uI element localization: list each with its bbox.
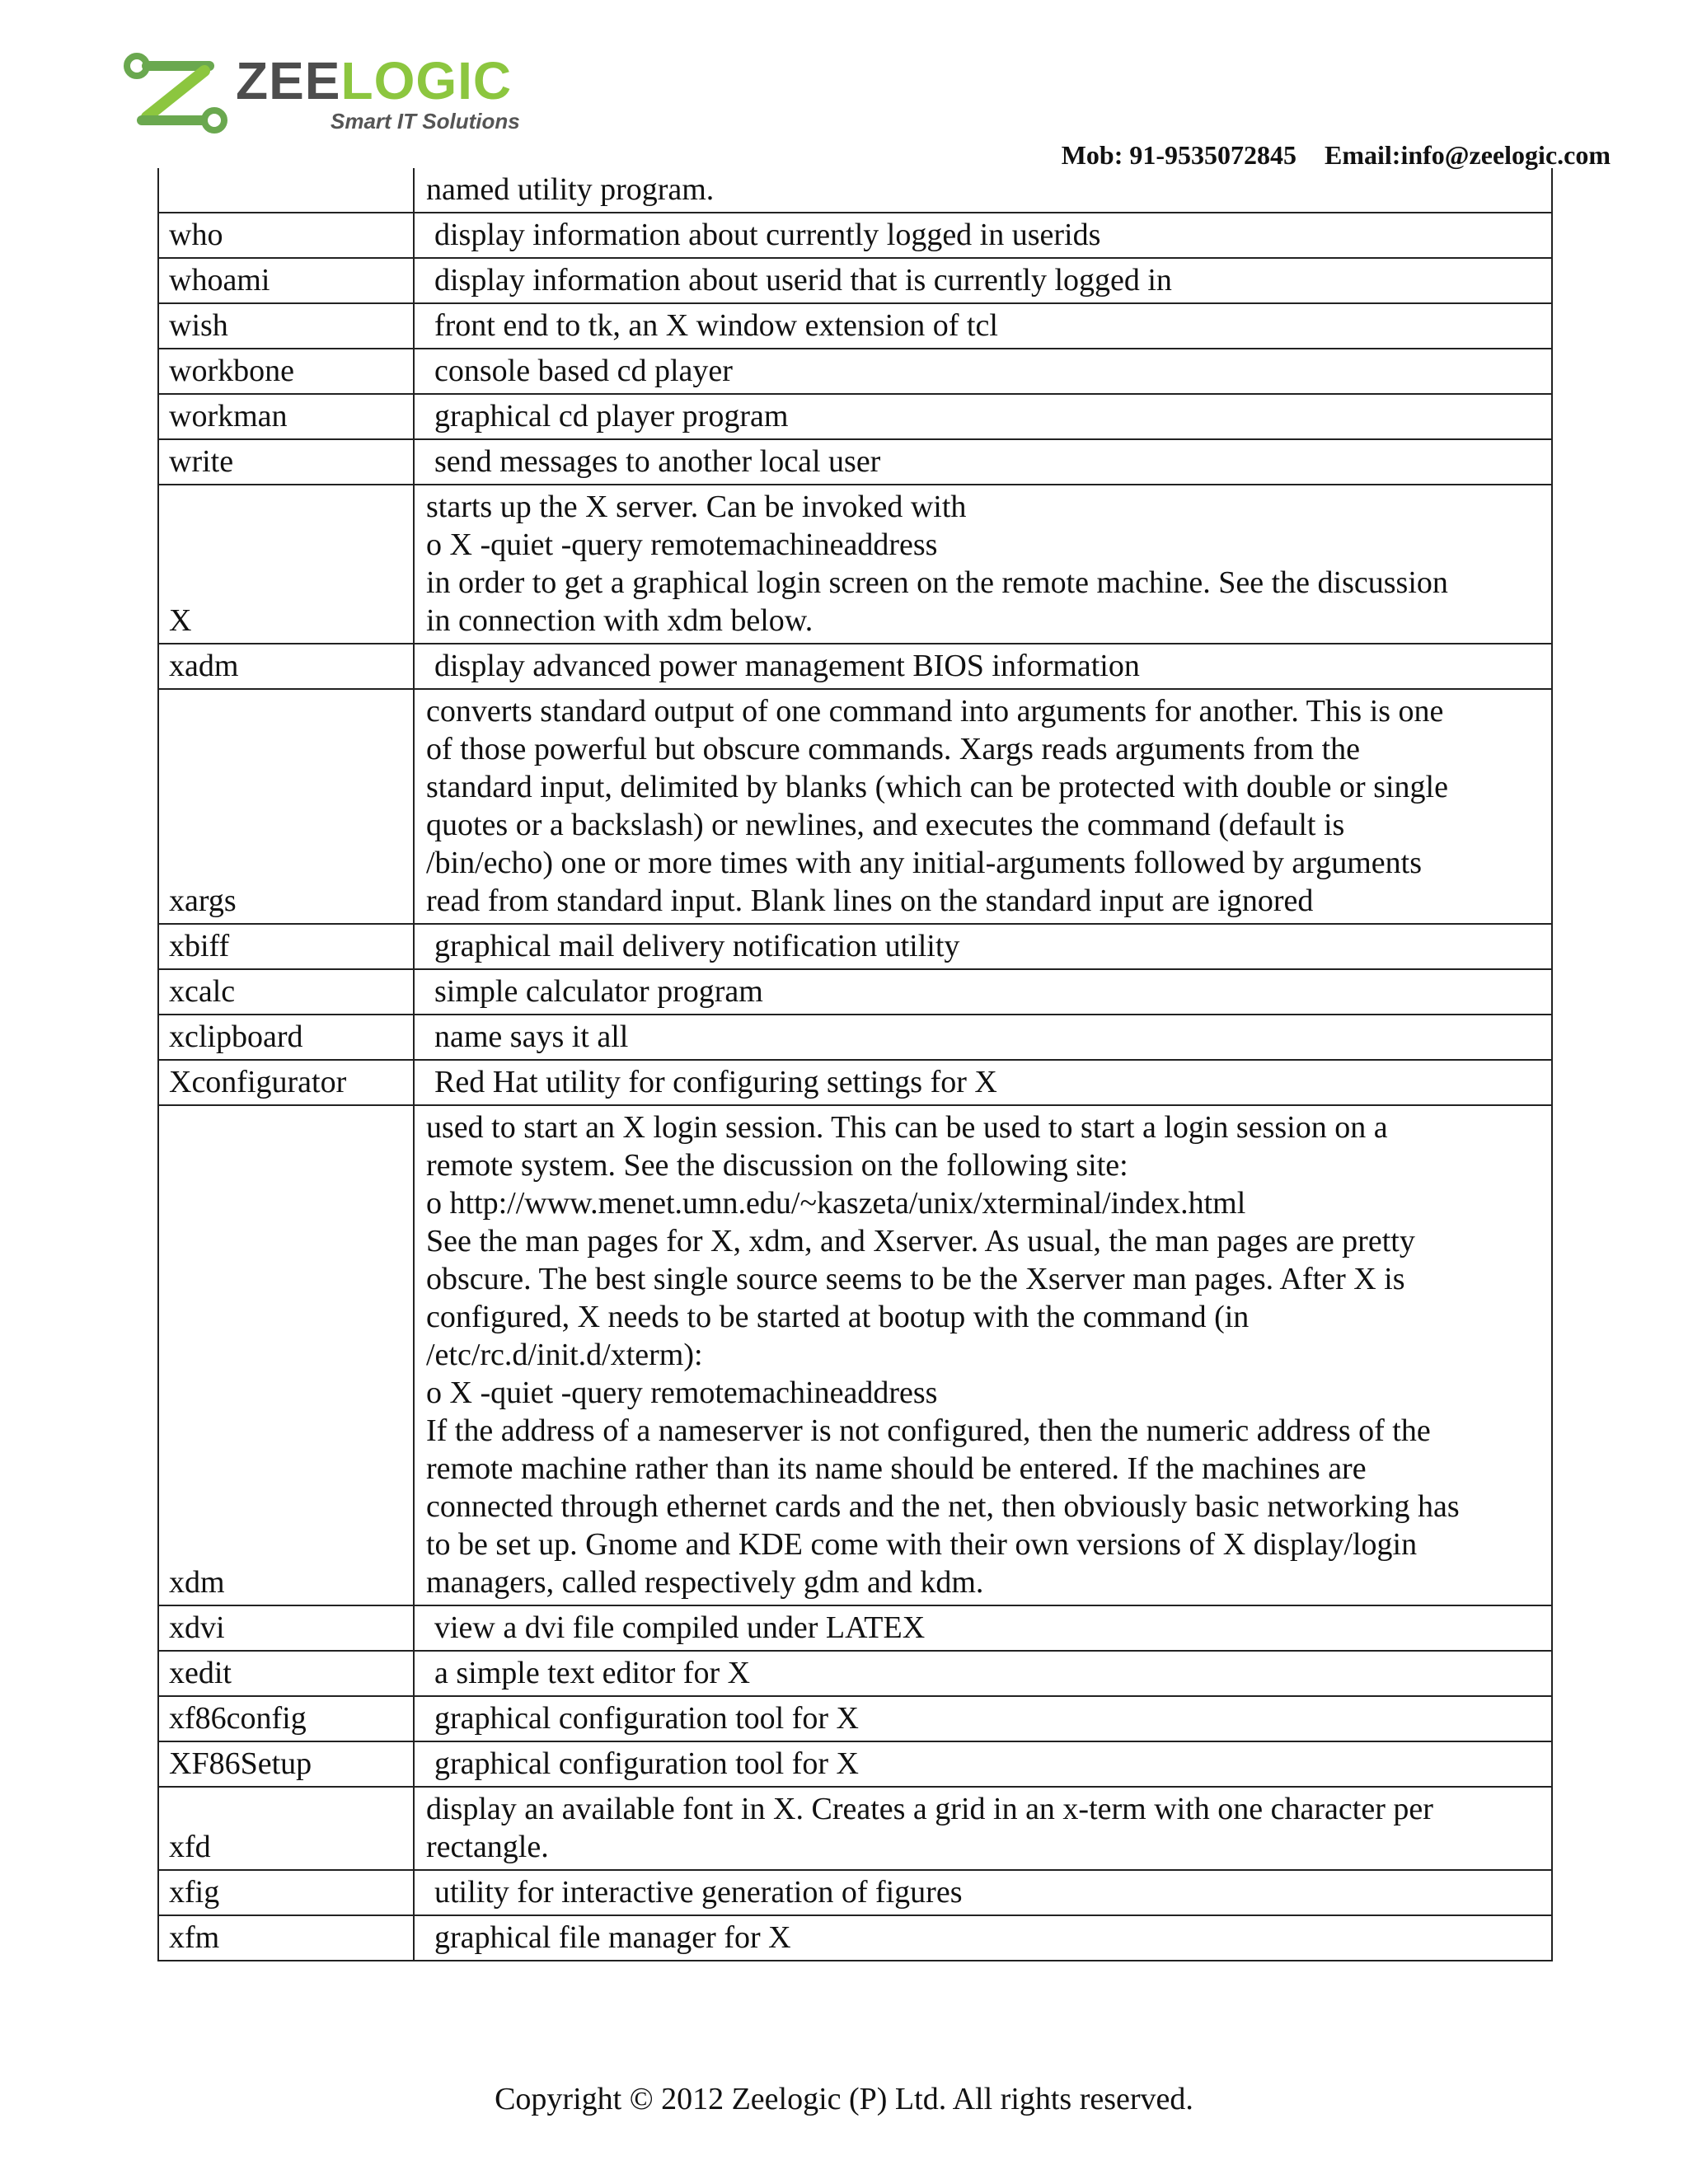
table-row xyxy=(158,303,1552,349)
table-row xyxy=(158,689,1552,924)
command-description xyxy=(414,439,1552,485)
description-line: of those powerful but obscure commands. Xargs reads arguments from the xyxy=(426,732,1361,766)
table-row xyxy=(158,1060,1552,1105)
command-description xyxy=(414,394,1552,439)
command-name: xfd xyxy=(158,1787,414,1870)
description-line: /bin/echo) one or more times with any initial-arguments followed by arguments xyxy=(426,846,1423,880)
command-name xyxy=(158,168,414,213)
commands-table xyxy=(157,168,1553,1961)
description-line: standard input, delimited by blanks (which can be protected with double or single xyxy=(426,770,1448,804)
logo-text-zee: ZEE xyxy=(236,51,341,110)
description-line: display an available font in X. Creates a grid in an x-term with one character per xyxy=(426,1792,1433,1826)
command-description xyxy=(414,644,1552,689)
command-name: xclipboard xyxy=(158,1015,414,1060)
description-line: graphical configuration tool for X xyxy=(434,1701,859,1736)
command-description xyxy=(414,168,1552,213)
description-line: a simple text editor for X xyxy=(434,1656,751,1690)
description-line: front end to tk, an X window extension of tcl xyxy=(434,308,998,343)
command-description xyxy=(414,1015,1552,1060)
description-line: send messages to another local user xyxy=(434,444,881,479)
command-name: workbone xyxy=(158,349,414,394)
table-row xyxy=(158,1105,1552,1605)
command-name: workman xyxy=(158,394,414,439)
command-description xyxy=(414,485,1552,644)
description-line: starts up the X server. Can be invoked with xyxy=(426,490,967,524)
command-description xyxy=(414,1741,1552,1787)
command-description xyxy=(414,213,1552,258)
description-line: If the address of a nameserver is not configured, then the numeric address of the xyxy=(426,1413,1431,1448)
table-row xyxy=(158,258,1552,303)
table-row xyxy=(158,1870,1552,1915)
description-line: o X -quiet -query remotemachineaddress xyxy=(426,527,938,562)
table-row xyxy=(158,1915,1552,1961)
description-line: rectangle. xyxy=(426,1830,549,1864)
command-name: xadm xyxy=(158,644,414,689)
svg-text:ZEELOGIC xyxy=(236,51,512,110)
description-line: in connection with xdm below. xyxy=(426,603,814,638)
command-name: xcalc xyxy=(158,969,414,1015)
description-line: graphical configuration tool for X xyxy=(434,1746,859,1781)
description-line: o X -quiet -query remotemachineaddress xyxy=(426,1376,938,1410)
command-name: whoami xyxy=(158,258,414,303)
table-row xyxy=(158,439,1552,485)
command-name: xedit xyxy=(158,1651,414,1696)
description-line: read from standard input. Blank lines on the standard input are ignored xyxy=(426,883,1314,918)
command-name: write xyxy=(158,439,414,485)
command-description xyxy=(414,1105,1552,1605)
description-line: o http://www.menet.umn.edu/~kaszeta/unix/xterminal/index.html xyxy=(426,1186,1246,1221)
logo-text-logic: LOGIC xyxy=(340,51,513,110)
logo-emblem-icon xyxy=(127,56,224,130)
command-description xyxy=(414,924,1552,969)
description-line: display advanced power management BIOS information xyxy=(434,649,1140,683)
email-address: Email:info@zeelogic.com xyxy=(1325,140,1611,170)
command-description xyxy=(414,1696,1552,1741)
table-row xyxy=(158,485,1552,644)
table-row xyxy=(158,213,1552,258)
description-line: used to start an X login session. This can be used to start a login session on a xyxy=(426,1110,1388,1145)
command-description xyxy=(414,1915,1552,1961)
command-name: xdm xyxy=(158,1105,414,1605)
command-name: xbiff xyxy=(158,924,414,969)
description-line: remote machine rather than its name should be entered. If the machines are xyxy=(426,1451,1367,1486)
table-row xyxy=(158,1741,1552,1787)
table-row xyxy=(158,969,1552,1015)
table-row xyxy=(158,1787,1552,1870)
command-name: Xconfigurator xyxy=(158,1060,414,1105)
table-row xyxy=(158,1696,1552,1741)
command-name: xdvi xyxy=(158,1605,414,1651)
table-row xyxy=(158,394,1552,439)
command-description xyxy=(414,689,1552,924)
description-line: graphical file manager for X xyxy=(434,1920,791,1955)
logo-tagline: Smart IT Solutions xyxy=(331,109,520,134)
description-line: in order to get a graphical login screen on the remote machine. See the discussion xyxy=(426,565,1448,600)
command-description xyxy=(414,258,1552,303)
description-line: quotes or a backslash) or newlines, and executes the command (default is xyxy=(426,808,1345,842)
description-line: /etc/rc.d/init.d/xterm): xyxy=(426,1338,703,1372)
contact-info xyxy=(1062,140,1611,171)
description-line: view a dvi file compiled under LATEX xyxy=(434,1610,926,1645)
description-line: simple calculator program xyxy=(434,974,763,1009)
description-line: obscure. The best single source seems to be the Xserver man pages. After X is xyxy=(426,1262,1405,1296)
description-line: graphical mail delivery notification utility xyxy=(434,929,960,963)
description-line: Red Hat utility for configuring settings for X xyxy=(434,1065,997,1099)
command-description xyxy=(414,1787,1552,1870)
table-row xyxy=(158,1605,1552,1651)
table-row xyxy=(158,168,1552,213)
description-line: console based cd player xyxy=(434,354,733,388)
command-name: xfig xyxy=(158,1870,414,1915)
table-row xyxy=(158,644,1552,689)
description-line: utility for interactive generation of figures xyxy=(434,1875,963,1910)
command-description xyxy=(414,1651,1552,1696)
command-name: who xyxy=(158,213,414,258)
command-description xyxy=(414,1870,1552,1915)
description-line: name says it all xyxy=(434,1019,629,1054)
command-name: XF86Setup xyxy=(158,1741,414,1787)
mobile-number: Mob: 91-9535072845 xyxy=(1061,140,1296,170)
description-line: See the man pages for X, xdm, and Xserver. As usual, the man pages are pretty xyxy=(426,1224,1415,1258)
command-description xyxy=(414,1060,1552,1105)
zeelogic-logo xyxy=(112,48,615,140)
copyright-footer: Copyright © 2012 Zeelogic (P) Ltd. All rights reserved. xyxy=(495,2082,1193,2116)
description-line: configured, X needs to be started at bootup with the command (in xyxy=(426,1300,1250,1334)
command-name: X xyxy=(158,485,414,644)
command-description xyxy=(414,303,1552,349)
description-line: graphical cd player program xyxy=(434,399,789,434)
table-row xyxy=(158,924,1552,969)
command-description xyxy=(414,1605,1552,1651)
description-line: converts standard output of one command into arguments for another. This is one xyxy=(426,694,1444,729)
table-row xyxy=(158,1651,1552,1696)
description-line: connected through ethernet cards and the net, then obviously basic networking has xyxy=(426,1489,1460,1524)
command-name: wish xyxy=(158,303,414,349)
command-name: xfm xyxy=(158,1915,414,1961)
description-line: remote system. See the discussion on the following site: xyxy=(426,1148,1128,1183)
command-name: xf86config xyxy=(158,1696,414,1741)
table-row xyxy=(158,1015,1552,1060)
command-description xyxy=(414,349,1552,394)
description-line: managers, called respectively gdm and kdm. xyxy=(426,1565,984,1600)
description-line: named utility program. xyxy=(426,172,715,207)
command-description xyxy=(414,969,1552,1015)
description-line: to be set up. Gnome and KDE come with their own versions of X display/login xyxy=(426,1527,1418,1562)
table-row xyxy=(158,349,1552,394)
description-line: display information about currently logged in userids xyxy=(434,218,1101,252)
command-name: xargs xyxy=(158,689,414,924)
description-line: display information about userid that is currently logged in xyxy=(434,263,1172,298)
